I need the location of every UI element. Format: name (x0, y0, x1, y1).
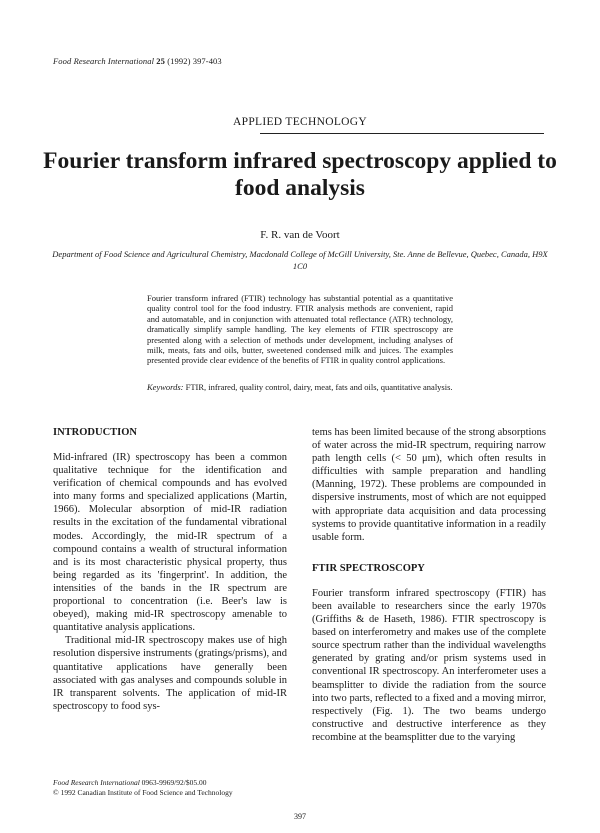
footnote (53, 778, 293, 797)
abstract: Fourier transform infrared (FTIR) technology has substantial potential as a quantitative quality control tool for the food industry. FTIR analysis methods are convenient, rapid and automatable, and in conjunction with attenuated total reflectance (ATR) technology, dramatically simplify sample handling. The key elements of FTIR spectroscopy are presented along with a selection of methods under development, including analyses of milk, meats, fats and oils, butter, sweetened condensed milk and juices. The examples presented provide clear evidence of the benefits of FTIR in quality control applications. (147, 293, 453, 366)
keywords-text: FTIR, infrared, quality control, dairy, meat, fats and oils, quantitative analysis. (185, 382, 453, 392)
footnote-journal: Food Research International (53, 778, 140, 787)
footnote-issn: 0963-9969/92/$05.00 (141, 778, 207, 787)
section-label: APPLIED TECHNOLOGY (233, 116, 367, 128)
page-number: 397 (294, 812, 306, 821)
paper-title: Fourier transform infrared spectroscopy applied to food analysis (43, 148, 557, 201)
section-rule-gap (232, 133, 260, 134)
introduction-paragraph-2: Traditional mid-IR spectroscopy makes use of high resolution dispersive instruments (gratings/prisms), and quantitative applications have generally been associated with gas analyses and compounds soluble in IR transparent solvents. The application of mid-IR spectroscopy to food sys- (53, 635, 287, 712)
journal-name: Food Research International (53, 56, 155, 66)
introduction-heading: INTRODUCTION (53, 427, 138, 438)
journal-volume: 25 (156, 56, 165, 66)
right-column-paragraph-2: Fourier transform infrared spectroscopy (FTIR) has been available to researchers since the early 1970s (Griffiths & de Haseth, 1986). FTIR spectroscopy is based on interferometry and makes use of the complete source spectrum rather than the individual wavelengths generated by grating and/or prism systems used in conventional IR spectroscopy. An interferometer uses a beamsplitter to divide the radiation from the source into two parts, reflected to a fixed and a moving mirror, respectively (Fig. 1). The two beams undergo constructive and destructive interference as they recombine at the beamsplitter due to the varying (312, 587, 546, 743)
keywords (147, 382, 453, 392)
right-column (312, 426, 546, 744)
introduction-paragraph-1: Mid-infrared (IR) spectroscopy has been a common qualitative technique for the identification and verification of chemical compounds and has evolved into many forms and specialized applications (Martin, 1966). Molecular absorption of mid-IR radiation results in the excitation of the fundamental vibrational modes. Accordingly, the mid-IR spectrum of a compound contains a wealth of structural information and is its most characteristic physical property, thus being regarded as its 'fingerprint'. In addition, the intensities of the bands in the IR spectrum are proportional to concentration (i.e. Beer's law is obeyed), making mid-IR spectroscopy amenable to quantitative analysis applications. (53, 452, 287, 634)
keywords-label: Keywords: (147, 382, 184, 392)
journal-year-pages: (1992) 397-403 (167, 56, 222, 66)
right-column-paragraph-1: tems has been limited because of the strong absorptions of water across the mid-IR spectrum, requiring narrow path length cells (< 50 μm), which often results in difficulties with sample preparation and handling (Manning, 1972). These problems are compounded in dispersive instruments, most of which are not equipped with appropriate data acquisition and data processing systems to provide quantitative information in a readily usable form. (312, 427, 546, 543)
ftir-heading: FTIR SPECTROSCOPY (312, 562, 425, 574)
section-rule (232, 133, 544, 134)
footnote-copyright: © 1992 Canadian Institute of Food Science and Technology (53, 787, 233, 797)
author-affiliation: Department of Food Science and Agricultural Chemistry, Macdonald College of McGill University, Ste. Anne de Bellevue, Quebec, Canada, H9X 1C0 (52, 249, 548, 271)
journal-reference (53, 56, 222, 66)
author-name: F. R. van de Voort (260, 229, 340, 241)
footnote-line-1 (53, 778, 293, 788)
left-column (53, 426, 287, 713)
